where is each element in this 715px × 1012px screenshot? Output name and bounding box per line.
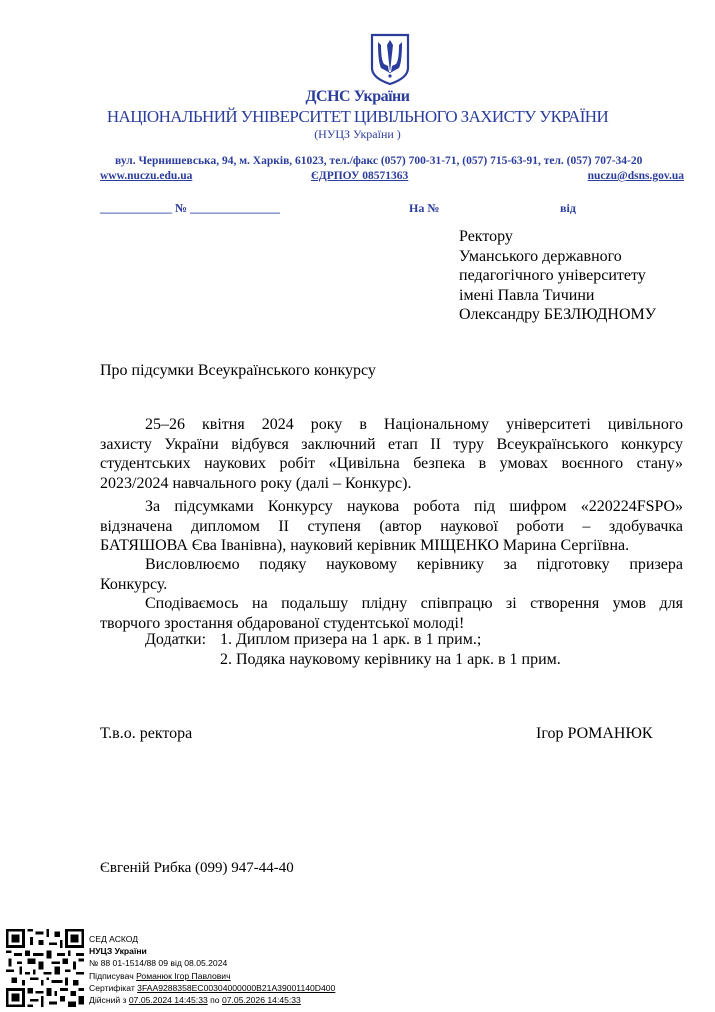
edrpou-code: ЄДРПОУ 08571363 [311,170,409,182]
text-line: студентських наукових робіт «Цивільна безпека в умовах воєнного стану» [100,455,683,472]
recipient-line: Уманського державного [459,247,622,265]
body-paragraph-3 [100,555,683,594]
org-short-name: (НУЦЗ України ) [314,127,401,141]
recipient-line: педагогічного університету [459,267,646,284]
letter-subject: Про підсумки Всеукраїнського конкурсу [100,362,376,379]
attachments-block [100,630,683,669]
recipient-line: імені Павла Тичини [459,286,595,304]
website-link[interactable]: www.nuczu.edu.ua [100,170,193,182]
attachment-item: 1. Диплом призера на 1 арк. в 1 прим.; [220,631,482,648]
signatory-title: Т.в.о. ректора [100,725,193,742]
body-paragraph-2 [100,497,683,556]
text-line: 2023/2024 навчального року (далі – Конкурс). [100,474,412,492]
date-label: від [560,201,576,215]
text-line: Конкурсу. [100,575,168,593]
recipient-block [459,227,656,325]
text-line: БАТЯШОВА Єва Іванівна), науковий керівник МІЩЕНКО Марина Сергіївна. [100,537,630,554]
sed-valid-to-label: по [210,995,220,1006]
attachments-label: Додатки: [145,631,207,648]
text-line: відзначена дипломом ІІ ступеня (автор наукової роботи – здобувачка [100,517,683,535]
org-parent-name: ДСНС України [305,88,410,105]
sed-organization: НУЦЗ України [89,946,147,957]
body-paragraph-4 [100,594,683,633]
email-link[interactable]: nuczu@dsns.gov.ua [587,170,684,182]
sed-registration: № 88 01-1514/88 09 від 08.05.2024 [89,958,228,969]
e-signature-stamp [89,933,335,1006]
ukraine-trident-emblem-icon [369,32,411,86]
sed-cert-row [89,982,335,994]
sed-system: СЕД АСКОД [89,934,139,944]
sed-valid-to: 07.05.2026 14:45:33 [221,995,301,1006]
recipient-line: Ректору [459,228,513,245]
executor-contact: Євгеній Рибка (099) 947-44-40 [100,860,294,876]
org-contacts-row [100,170,684,184]
text-line: 25–26 квітня 2024 року в Національному університеті цивільного [145,416,683,433]
text-line: Сподіваємось на подальшу плідну співпрацю зі створення умов для [145,595,683,612]
sed-validity-row [89,994,335,1006]
org-address: вул. Чернишевська, 94, м. Харків, 61023, тел./факс (057) 700-31-71, (057) 715-63-91, тел. (057) 707-34-20 [115,155,643,167]
letter-number-row [100,201,684,219]
sed-signer: Романюк Ігор Павлович [136,970,231,981]
attachment-item: 2. Подяка науковому керівнику на 1 арк. в 1 прим. [220,650,561,668]
outgoing-number-blank: ____________ № _______________ [100,201,281,215]
sed-cert: 3FAA9288358EC00304000000B21A39001140D400 [137,982,336,993]
sed-valid-from: 07.05.2024 14:45:33 [128,995,208,1006]
text-line: Висловлюємо подяку науковому керівнику за підготовку призера [145,556,683,573]
qr-code-icon [6,929,84,1007]
org-name: НАЦІОНАЛЬНИЙ УНІВЕРСИТЕТ ЦИВІЛЬНОГО ЗАХИСТУ УКРАЇНИ [106,107,609,126]
sed-valid-label: Дійсний з [89,995,127,1006]
recipient-line: Олександру БЕЗЛЮДНОМУ [459,306,657,323]
text-line: творчого зростання обдарованої студентської молоді! [100,614,465,632]
text-line: За підсумками Конкурсу наукова робота під шифром «220224FSPO» [145,498,683,515]
sed-signer-label: Підписувач [89,970,134,981]
sed-signer-row [89,970,335,982]
text-line: захисту України відбувся заключний етап ІІ туру Всеукраїнського конкурсу [100,435,683,453]
in-reply-label: На № [409,201,440,215]
body-paragraph-1 [100,415,683,493]
sed-cert-label: Сертифікат [89,982,135,993]
signatory-name: Ігор РОМАНЮК [536,725,653,742]
